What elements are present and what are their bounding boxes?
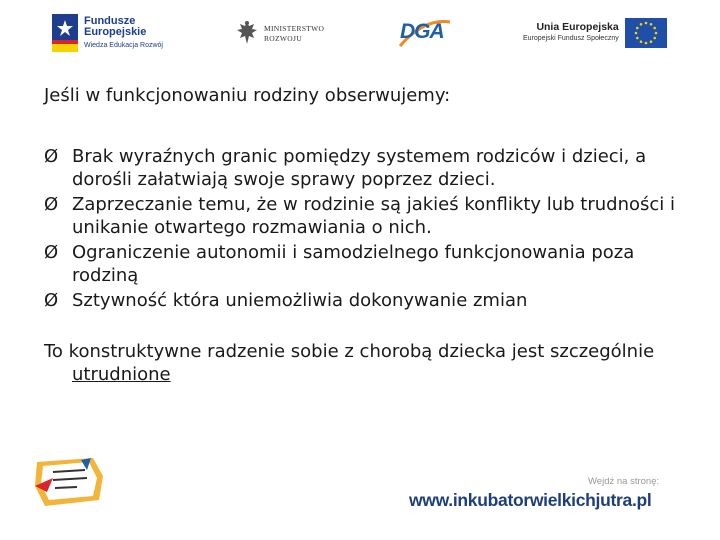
dga-logo — [400, 20, 444, 44]
closing-main: To konstruktywne radzenie sobie z chorobą dziecka jest szczególnie — [44, 341, 655, 362]
fe-line2: Europejskie — [84, 25, 147, 38]
ue-line1: Unia Europejska — [536, 21, 619, 33]
closing-text — [44, 340, 684, 386]
website-url: www.inkubatorwielkichjutra.pl — [409, 490, 652, 510]
closing-underlined: utrudnione — [72, 364, 171, 385]
arrow-bullet-icon: Ø — [44, 290, 59, 311]
min-line1: MINISTERSTWO — [264, 24, 325, 33]
fundusze-europejskie-logo — [52, 14, 163, 52]
bullet-list — [44, 145, 684, 312]
inkubator-wielkich-jutra-logo-icon — [33, 456, 109, 508]
list-item — [44, 289, 684, 312]
fe-line1: Fundusze — [84, 14, 136, 27]
fe-star-flag-icon — [52, 14, 78, 52]
eagle-emblem-icon — [236, 20, 258, 48]
unia-europejska-logo — [523, 18, 667, 48]
visit-site-label: Wejdź na stronę: — [588, 476, 660, 487]
fe-line3: Wiedza Edukacja Rozwój — [84, 41, 163, 49]
list-item — [44, 193, 684, 239]
arrow-bullet-icon: Ø — [44, 194, 59, 215]
ministerstwo-rozwoju-logo — [236, 20, 324, 48]
dga-text: DGA — [400, 20, 444, 43]
bullet-text: Zaprzeczanie temu, że w rodzinie są jakieś konflikty lub trudności i unikanie otwartego rozmawiania o nich. — [72, 194, 676, 238]
logo-bar — [0, 0, 720, 70]
slide-content — [44, 84, 684, 404]
eu-flag-icon — [625, 18, 667, 48]
arrow-bullet-icon: Ø — [44, 242, 59, 263]
bullet-text: Sztywność która uniemożliwia dokonywanie zmian — [72, 290, 528, 311]
bullet-text: Brak wyraźnych granic pomiędzy systemem rodziców i dzieci, a dorośli załatwiają swoje sprawy poprzez dzieci. — [72, 146, 647, 190]
ue-line2: Europejski Fundusz Społeczny — [523, 35, 619, 42]
intro-text: Jeśli w funkcjonowaniu rodziny obserwujemy: — [44, 85, 451, 106]
bullet-text: Ograniczenie autonomii i samodzielnego funkcjonowania poza rodziną — [72, 242, 635, 286]
min-line2: ROZWOJU — [264, 34, 302, 43]
arrow-bullet-icon: Ø — [44, 146, 59, 167]
list-item — [44, 145, 684, 191]
list-item — [44, 241, 684, 287]
